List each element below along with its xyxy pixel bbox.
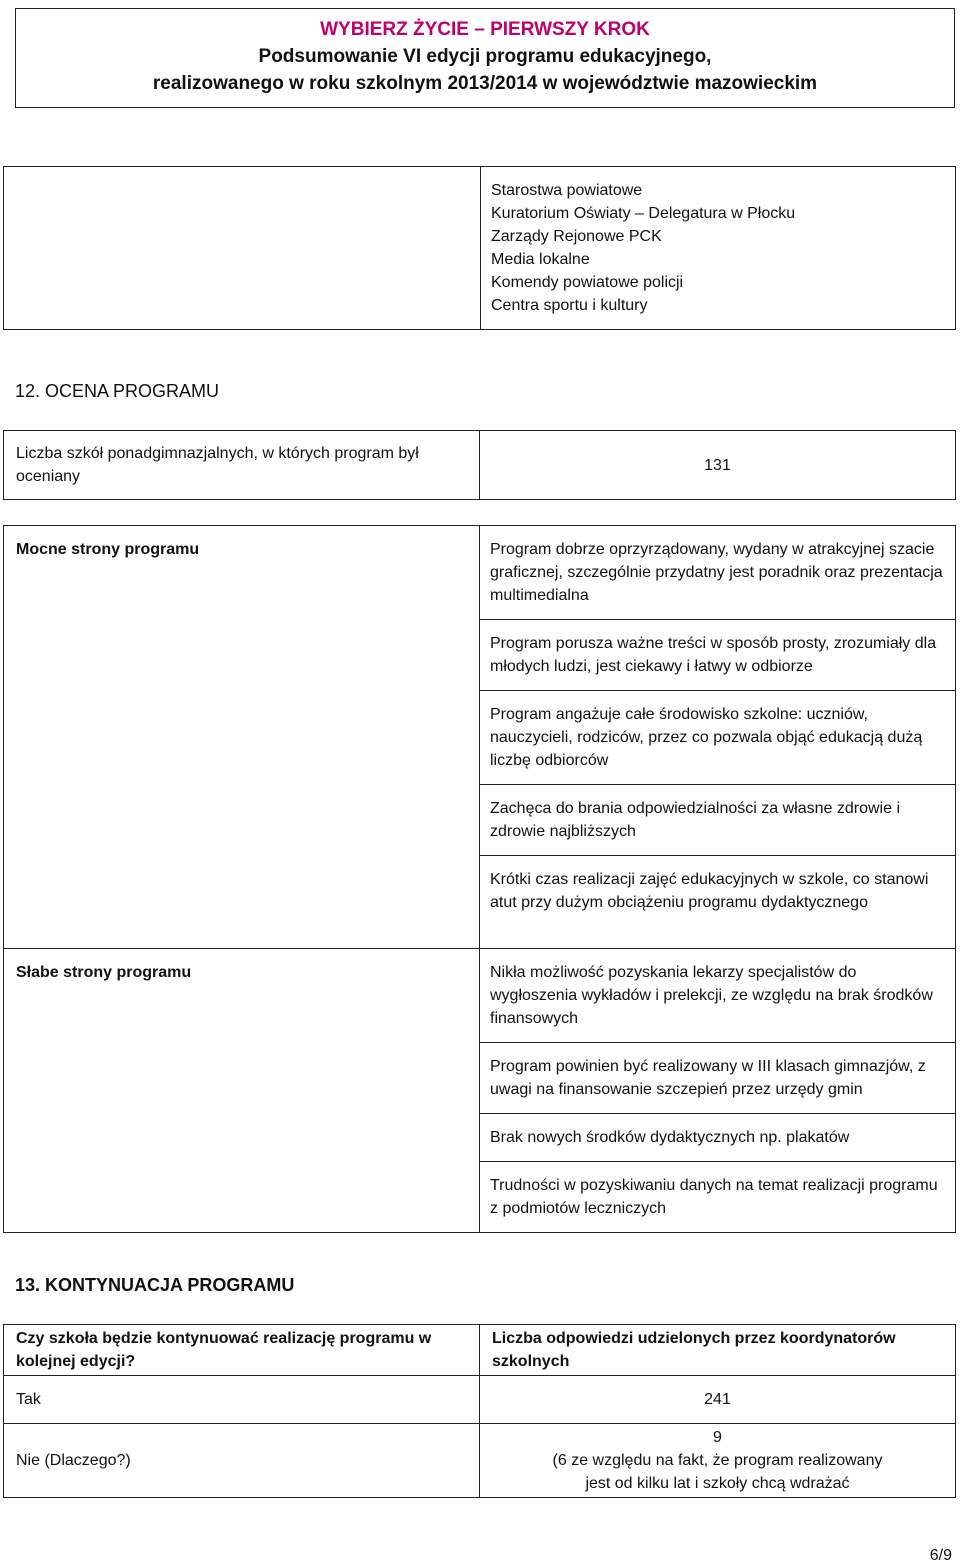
- evaluated-schools-label: Liczba szkół ponadgimnazjalnych, w których program był oceniany: [4, 431, 480, 500]
- summary-title-line2: realizowanego w roku szkolnym 2013/2014 w województwie mazowieckim: [152, 73, 818, 94]
- answer-no-reason-line2: jest od kilku lat i szkoły chcą wdrażać: [585, 1475, 850, 1492]
- document-header: [15, 8, 955, 108]
- strengths-label: Mocne strony programu: [4, 526, 480, 949]
- strength-item: Zachęca do brania odpowiedzialności za własne zdrowie i zdrowie najbliższych: [480, 785, 956, 856]
- section-13-title: 13. KONTYNUACJA PROGRAMU: [15, 1275, 295, 1295]
- answer-no-cell: [480, 1424, 956, 1498]
- partner-item: Centra sportu i kultury: [491, 297, 648, 314]
- weakness-item: Nikła możliwość pozyskania lekarzy specjalistów do wygłoszenia wykładów i prelekcji, ze względu na brak środków finansowych: [480, 949, 956, 1043]
- weakness-item: Program powinien być realizowany w III klasach gimnazjów, z uwagi na finansowanie szczepień przez urzędy gmin: [480, 1043, 956, 1114]
- weakness-item: Brak nowych środków dydaktycznych np. plakatów: [480, 1114, 956, 1162]
- answer-yes-value: 241: [480, 1376, 956, 1424]
- continuation-question-header: Czy szkoła będzie kontynuować realizację programu w kolejnej edycji?: [4, 1325, 480, 1376]
- partners-empty-cell: [4, 167, 481, 330]
- partner-item: Media lokalne: [491, 251, 590, 268]
- partners-list-cell: [481, 167, 956, 330]
- partner-item: Komendy powiatowe policji: [491, 274, 684, 291]
- answer-no-reason-line1: (6 ze względu na fakt, że program realizowany: [552, 1452, 883, 1469]
- evaluated-schools-value: 131: [480, 431, 956, 500]
- evaluated-schools-table: [3, 430, 956, 500]
- evaluation-table: [3, 525, 956, 1233]
- partner-item: Zarządy Rejonowe PCK: [491, 228, 662, 245]
- page-number: 6/9: [929, 1547, 952, 1564]
- program-title: WYBIERZ ŻYCIE – PIERWSZY KROK: [320, 19, 650, 40]
- partners-table: [3, 166, 956, 330]
- strength-item: Program dobrze oprzyrządowany, wydany w atrakcyjnej szacie graficznej, szczególnie przydatny jest poradnik oraz prezentacja multimedialna: [480, 526, 956, 620]
- summary-title-line1: Podsumowanie VI edycji programu edukacyjnego,: [258, 46, 712, 67]
- answer-no-value: 9: [713, 1429, 722, 1446]
- continuation-table: [3, 1324, 956, 1498]
- strength-item: Program angażuje całe środowisko szkolne: uczniów, nauczycieli, rodziców, przez co pozwala objąć edukacją dużą liczbę odbiorców: [480, 691, 956, 785]
- partner-item: Kuratorium Oświaty – Delegatura w Płocku: [491, 205, 796, 222]
- strength-item: Program porusza ważne treści w sposób prosty, zrozumiały dla młodych ludzi, jest ciekawy i łatwy w odbiorze: [480, 620, 956, 691]
- partner-item: Starostwa powiatowe: [491, 182, 643, 199]
- section-12-title: 12. OCENA PROGRAMU: [15, 381, 220, 401]
- weaknesses-label: Słabe strony programu: [4, 949, 480, 1233]
- answer-no-label: Nie (Dlaczego?): [4, 1424, 480, 1498]
- coordinator-answers-header: Liczba odpowiedzi udzielonych przez koordynatorów szkolnych: [480, 1325, 956, 1376]
- answer-yes-label: Tak: [4, 1376, 480, 1424]
- strength-item: Krótki czas realizacji zajęć edukacyjnych w szkole, co stanowi atut przy dużym obciążeniu programu dydaktycznego: [480, 856, 956, 949]
- weakness-item: Trudności w pozyskiwaniu danych na temat realizacji programu z podmiotów leczniczych: [480, 1162, 956, 1233]
